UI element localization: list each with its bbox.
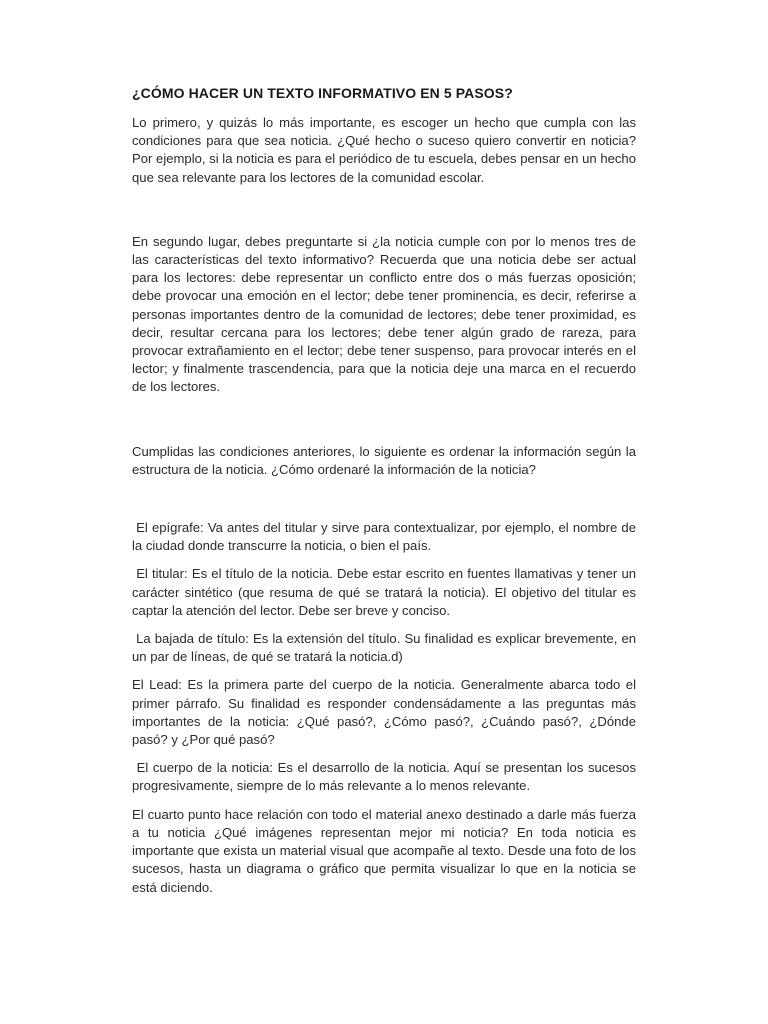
paragraph-epigrafe: El epígrafe: Va antes del titular y sirve para contextualizar, por ejemplo, el nombre de la ciudad donde transcurre la noticia, o bien el país. [132,520,640,554]
paragraph-cuerpo: El cuerpo de la noticia: Es el desarrollo de la noticia. Aquí se presentan los sucesos progresivamente, siempre de lo más relevante a lo menos relevante. [132,760,640,794]
paragraph-bajada: La bajada de título: Es la extensión del título. Su finalidad es explicar brevemente, en un par de líneas, de qué se tratará la noticia.d) [132,631,640,665]
paragraph-step-4: El cuarto punto hace relación con todo el material anexo destinado a darle más fuerza a tu noticia ¿Qué imágenes representan mejor mi noticia? En toda noticia es importante que exista un material visual que acompañe al texto. Desde una foto de los sucesos, hasta un diagrama o gráfico que permita visualizar lo que en la noticia se está diciendo. [132,806,636,895]
page-title: ¿CÓMO HACER UN TEXTO INFORMATIVO EN 5 PASOS? [132,85,513,101]
paragraph-step-2: En segundo lugar, debes preguntarte si ¿la noticia cumple con por lo menos tres de las características del texto informativo? Recuerda que una noticia debe ser actual para los lectores: debe representar un conflicto entre dos o más fuerzas oposición; debe provocar una emoción en el lector; debe tener prominencia, es decir, referirse a personas importantes dentro de la comunidad de lectores; debe tener proximidad, es decir, resultar cercana para los lectores; debe tener algún grado de rareza, para provocar extrañamiento en el lector; debe tener suspenso, para provocar interés en el lector; y finalmente trascendencia, para que la noticia deje una marca en el recuerdo de los lectores. [132,233,636,395]
paragraph-lead: El Lead: Es la primera parte del cuerpo de la noticia. Generalmente abarca todo el primer párrafo. Su finalidad es responder condensádamente a las preguntas más importantes de la noticia: ¿Qué pasó?, ¿Cómo pasó?, ¿Cuándo pasó?, ¿Dónde pasó? y ¿Por qué pasó? [132,677,636,748]
paragraph-step-3: Cumplidas las condiciones anteriores, lo siguiente es ordenar la información según la estructura de la noticia. ¿Cómo ordenaré la información de la noticia? [132,443,636,477]
paragraph-step-1: Lo primero, y quizás lo más importante, es escoger un hecho que cumpla con las condiciones para que sea noticia. ¿Qué hecho o suceso quiero convertir en noticia? Por ejemplo, si la noticia es para el periódico de tu escuela, debes pensar en un hecho que sea relevante para los lectores de la comunidad escolar. [132,115,636,185]
paragraph-titular: El titular: Es el título de la noticia. Debe estar escrito en fuentes llamativas y tener un carácter sintético (que resuma de qué se tratará la noticia). El objetivo del titular es captar la atención del lector. Debe ser breve y conciso. [132,566,640,618]
